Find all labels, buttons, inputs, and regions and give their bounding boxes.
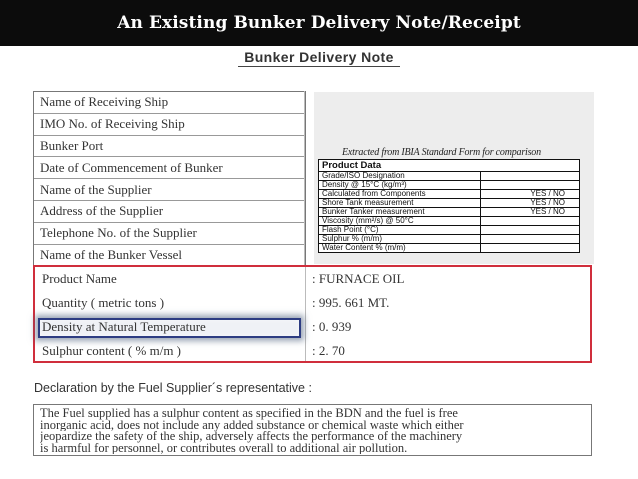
ibia-row xyxy=(319,171,579,180)
ibia-row-value: YES / NO xyxy=(530,189,565,198)
field-bunker-vessel: Name of the Bunker Vessel xyxy=(34,245,305,267)
ibia-row-value: YES / NO xyxy=(530,198,565,207)
quantity-row xyxy=(35,291,590,315)
ibia-row xyxy=(319,189,579,198)
ibia-row-label: Calculated from Components xyxy=(319,190,481,198)
document-title xyxy=(0,49,638,65)
ibia-row-label: Viscosity (mm²/s) @ 50°C xyxy=(319,217,481,225)
field-imo-number: IMO No. of Receiving Ship xyxy=(34,114,305,136)
ibia-row-label: Water Content % (m/m) xyxy=(319,244,481,252)
density-label: Density at Natural Temperature xyxy=(42,319,206,334)
ibia-row-label: Sulphur % (m/m) xyxy=(319,235,481,243)
ibia-row xyxy=(319,243,579,252)
ibia-row-value xyxy=(481,172,579,180)
field-supplier-telephone: Telephone No. of the Supplier xyxy=(34,223,305,245)
sulphur-row xyxy=(35,339,590,363)
quantity-label: Quantity ( metric tons ) xyxy=(42,295,165,310)
ibia-row-label: Grade/ISO Designation xyxy=(319,172,481,180)
field-supplier-name: Name of the Supplier xyxy=(34,179,305,201)
ibia-extract-panel xyxy=(314,92,594,264)
ibia-row xyxy=(319,207,579,216)
ibia-row-value xyxy=(481,217,579,225)
ibia-row-value xyxy=(481,181,579,189)
product-name-value: : FURNACE OIL xyxy=(312,271,405,286)
density-value: : 0. 939 xyxy=(312,319,352,334)
ibia-row xyxy=(319,216,579,225)
ibia-row-label: Density @ 15°C (kg/m³) xyxy=(319,181,481,189)
product-name-row xyxy=(35,267,590,291)
field-bunker-port: Bunker Port xyxy=(34,136,305,158)
sulphur-label: Sulphur content ( % m/m ) xyxy=(42,343,182,358)
declaration-line: The Fuel supplied has a sulphur content as specified in the BDN and the fuel is free xyxy=(40,408,458,420)
ibia-row-label: Flash Point (°C) xyxy=(319,226,481,234)
ship-details-table xyxy=(33,91,306,266)
ibia-row-label: Shore Tank measurement xyxy=(319,199,481,207)
product-name-label: Product Name xyxy=(42,271,117,286)
ibia-row xyxy=(319,234,579,243)
quantity-value: : 995. 661 MT. xyxy=(312,295,390,310)
field-receiving-ship: Name of Receiving Ship xyxy=(34,92,305,114)
ibia-caption: Extracted from IBIA Standard Form for comparison xyxy=(342,147,541,158)
declaration-heading: Declaration by the Fuel Supplier´s representative : xyxy=(34,381,312,395)
document-title-text: Bunker Delivery Note xyxy=(238,49,400,67)
ibia-row-value xyxy=(481,244,579,252)
declaration-line: inorganic acid, does not include any added substance or chemical waste which either xyxy=(40,419,464,431)
ibia-product-data-table xyxy=(318,159,580,253)
declaration-line: is harmful for personnel, or contributes overall to additional air pollution. xyxy=(40,442,408,454)
density-row xyxy=(35,315,590,339)
ibia-row xyxy=(319,225,579,234)
ibia-row-label: Bunker Tanker measurement xyxy=(319,208,481,216)
ibia-row-value: YES / NO xyxy=(530,207,565,216)
product-details-highlight-box xyxy=(33,265,592,363)
ibia-row-value xyxy=(481,226,579,234)
ibia-table-header: Product Data xyxy=(322,160,382,171)
slide-title-bar xyxy=(0,0,638,46)
declaration-line: jeopardize the safety of the ship, adversely affects the performance of the machinery xyxy=(40,431,463,443)
ibia-row xyxy=(319,198,579,207)
column-divider xyxy=(304,91,305,265)
ibia-row-value xyxy=(481,235,579,243)
field-supplier-address: Address of the Supplier xyxy=(34,201,305,223)
field-commencement-date: Date of Commencement of Bunker xyxy=(34,157,305,179)
slide-title: An Existing Bunker Delivery Note/Receipt xyxy=(117,13,521,33)
declaration-text-box xyxy=(33,404,592,456)
ibia-row xyxy=(319,180,579,189)
sulphur-value: : 2. 70 xyxy=(312,343,345,358)
